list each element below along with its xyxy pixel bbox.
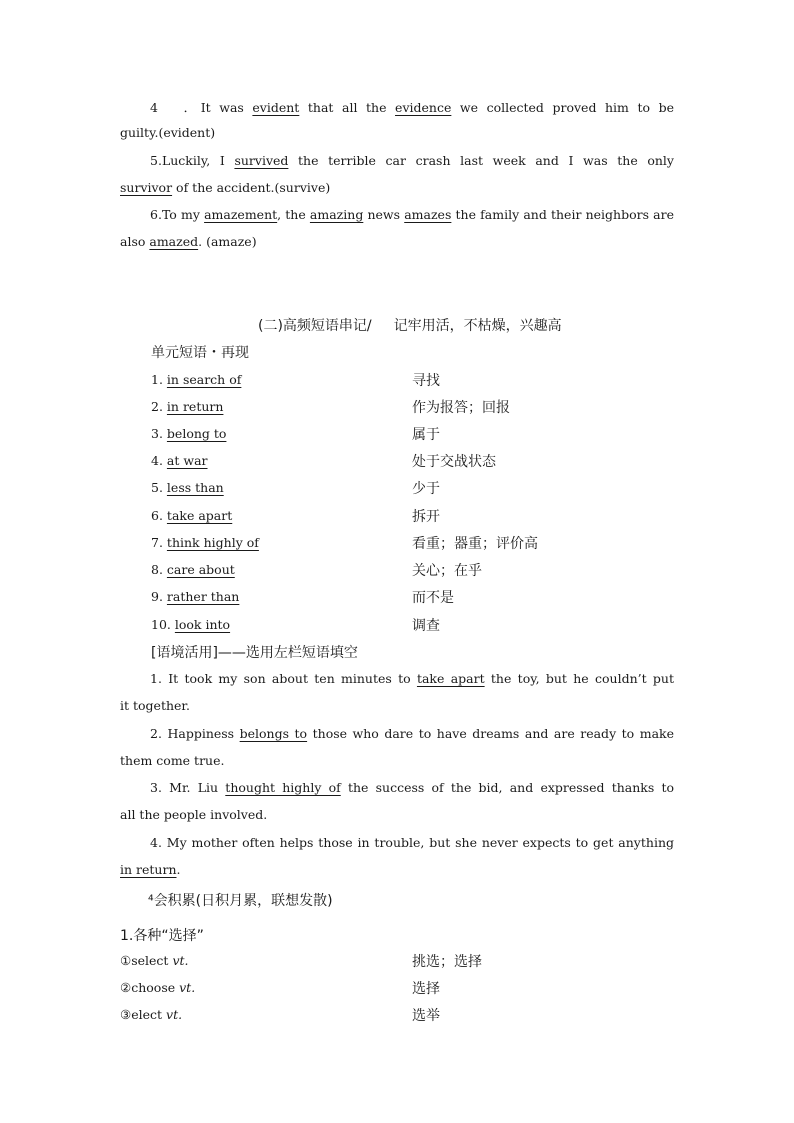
- context-3-line-1: [150, 780, 674, 795]
- context-4-line-1: [150, 835, 674, 850]
- phrase-zh: 而不是: [412, 590, 454, 606]
- phrase-en: rather than: [166, 589, 240, 604]
- phrase-number: 9.: [151, 589, 163, 604]
- phrase-zh: 关心；在乎: [412, 563, 482, 579]
- phrase-en: look into: [174, 617, 231, 632]
- phrase-number: 5.: [151, 480, 163, 495]
- exercise-text: Happiness: [167, 726, 240, 741]
- answer-word: amazed: [149, 234, 199, 249]
- phrase-zh: 作为报答；回报: [412, 400, 510, 416]
- exercise-text: It took my son about ten minutes to: [168, 671, 417, 686]
- context-1-line-2: it together.: [120, 698, 190, 713]
- exercise-5-line-2: [120, 180, 674, 195]
- phrase-zh: 属于: [412, 427, 440, 443]
- item-pos: vt.: [166, 1007, 183, 1022]
- select-row: [120, 1007, 680, 1027]
- item-zh: 挑选；选择: [412, 954, 482, 970]
- phrase-row: [151, 535, 671, 555]
- exercise-text: guilty.(evident): [120, 125, 216, 140]
- exercise-text: Mr. Liu: [169, 780, 226, 795]
- phrase-en: think highly of: [166, 535, 259, 550]
- phrase-row: [151, 426, 671, 446]
- exercise-text: the toy, but he couldn’t put: [484, 671, 674, 686]
- phrase-number: 2.: [151, 399, 163, 414]
- section-subtitle: 记牢用活，不枯燥，兴趣高: [393, 318, 562, 334]
- phrase-row: [151, 372, 671, 392]
- phrase-en: in return: [166, 399, 224, 414]
- section-title: (二)高频短语串记/: [258, 318, 372, 334]
- answer-word: take apart: [416, 671, 485, 686]
- phrase-row: [151, 480, 671, 500]
- phrase-number: 3.: [151, 426, 163, 441]
- exercise-4-line-2: [120, 125, 674, 140]
- item-pos: vt.: [179, 980, 196, 995]
- phrase-en: belong to: [166, 426, 227, 441]
- phrase-en: take apart: [166, 508, 233, 523]
- exercise-text: we collected proved him to be: [451, 100, 674, 115]
- item-word: select: [131, 953, 169, 968]
- exercise-4-line-1: [150, 98, 674, 116]
- exercise-number: 6.: [150, 207, 162, 222]
- phrase-row: [151, 562, 671, 582]
- exercise-text: also: [120, 234, 150, 249]
- phrase-zh: 寻找: [412, 373, 440, 389]
- phrase-number: 10.: [151, 617, 171, 632]
- phrase-zh: 看重；器重；评价高: [412, 536, 538, 552]
- exercise-6-line-2: [120, 234, 674, 249]
- exercise-text: of the accident.(survive): [172, 180, 331, 195]
- select-row: [120, 953, 680, 973]
- phrase-en: in search of: [166, 372, 242, 387]
- exercise-text: the success of the bid, and expressed thanks to: [340, 780, 675, 795]
- item-zh: 选择: [412, 981, 440, 997]
- context-2-line-2: them come true.: [120, 753, 225, 768]
- section-heading: [258, 315, 562, 335]
- exercise-5-line-1: [150, 153, 674, 168]
- exercise-text: those who dare to have dreams and are ready to make: [307, 726, 674, 741]
- unit-phrases-heading: 单元短语・再现: [151, 345, 249, 361]
- exercise-6-line-1: [150, 207, 674, 222]
- answer-word: amazes: [404, 207, 452, 222]
- select-row: [120, 980, 680, 1000]
- answer-word: evident: [252, 100, 300, 115]
- phrase-row: [151, 399, 671, 419]
- select-heading: 1.各种“选择”: [120, 928, 204, 944]
- item-mark: ②: [120, 980, 132, 995]
- item-mark: ③: [120, 1007, 132, 1022]
- phrase-en: less than: [166, 480, 224, 495]
- exercise-text: Luckily, I: [161, 153, 235, 168]
- phrase-en: at war: [166, 453, 208, 468]
- context-4-line-2: [120, 862, 674, 877]
- accumulate-heading: ⁴会积累(日积月累，联想发散): [148, 893, 333, 909]
- answer-word: belongs to: [239, 726, 308, 741]
- answer-word: amazing: [309, 207, 364, 222]
- exercise-text: ．It was: [183, 100, 253, 115]
- exercise-number: 2.: [150, 726, 162, 741]
- phrase-row: [151, 617, 671, 637]
- answer-word: thought highly of: [225, 780, 341, 795]
- item-word: elect: [131, 1007, 163, 1022]
- exercise-text: news: [363, 207, 405, 222]
- phrase-number: 1.: [151, 372, 163, 387]
- phrase-en: care about: [166, 562, 235, 577]
- phrase-number: 4.: [151, 453, 163, 468]
- answer-word: amazement: [204, 207, 278, 222]
- exercise-text: .: [176, 862, 181, 877]
- exercise-text: the terrible car crash last week and I was the only: [288, 153, 674, 168]
- exercise-text: , the: [277, 207, 310, 222]
- exercise-number: 4.: [150, 835, 162, 850]
- exercise-number: 5.: [150, 153, 162, 168]
- exercise-text: . (amaze): [198, 234, 257, 249]
- answer-word: survivor: [120, 180, 173, 195]
- phrase-row: [151, 508, 671, 528]
- context-3-line-2: all the people involved.: [120, 807, 268, 822]
- item-pos: vt.: [172, 953, 189, 968]
- phrase-row: [151, 453, 671, 473]
- answer-word: survived: [234, 153, 289, 168]
- exercise-text: To my: [161, 207, 205, 222]
- phrase-zh: 处于交战状态: [412, 454, 496, 470]
- phrase-zh: 少于: [412, 481, 440, 497]
- phrase-number: 8.: [151, 562, 163, 577]
- phrase-zh: 调查: [412, 618, 440, 634]
- phrase-number: 7.: [151, 535, 163, 550]
- item-zh: 选举: [412, 1008, 440, 1024]
- phrase-row: [151, 589, 671, 609]
- exercise-number: 3.: [150, 780, 162, 795]
- phrase-zh: 拆开: [412, 509, 440, 525]
- context-1-line-1: [150, 671, 674, 686]
- exercise-number: 1.: [150, 671, 162, 686]
- exercise-number: 4: [150, 100, 158, 115]
- exercise-text: that all the: [299, 100, 396, 115]
- exercise-text: the family and their neighbors are: [451, 207, 674, 222]
- answer-word: evidence: [395, 100, 452, 115]
- phrase-number: 6.: [151, 508, 163, 523]
- item-word: choose: [131, 980, 176, 995]
- exercise-text: My mother often helps those in trouble, but she never expects to get anything: [166, 835, 674, 850]
- item-mark: ①: [120, 953, 132, 968]
- context-2-line-1: [150, 726, 674, 741]
- answer-word: in return: [120, 862, 177, 877]
- context-heading: [语境活用]——选用左栏短语填空: [151, 645, 358, 661]
